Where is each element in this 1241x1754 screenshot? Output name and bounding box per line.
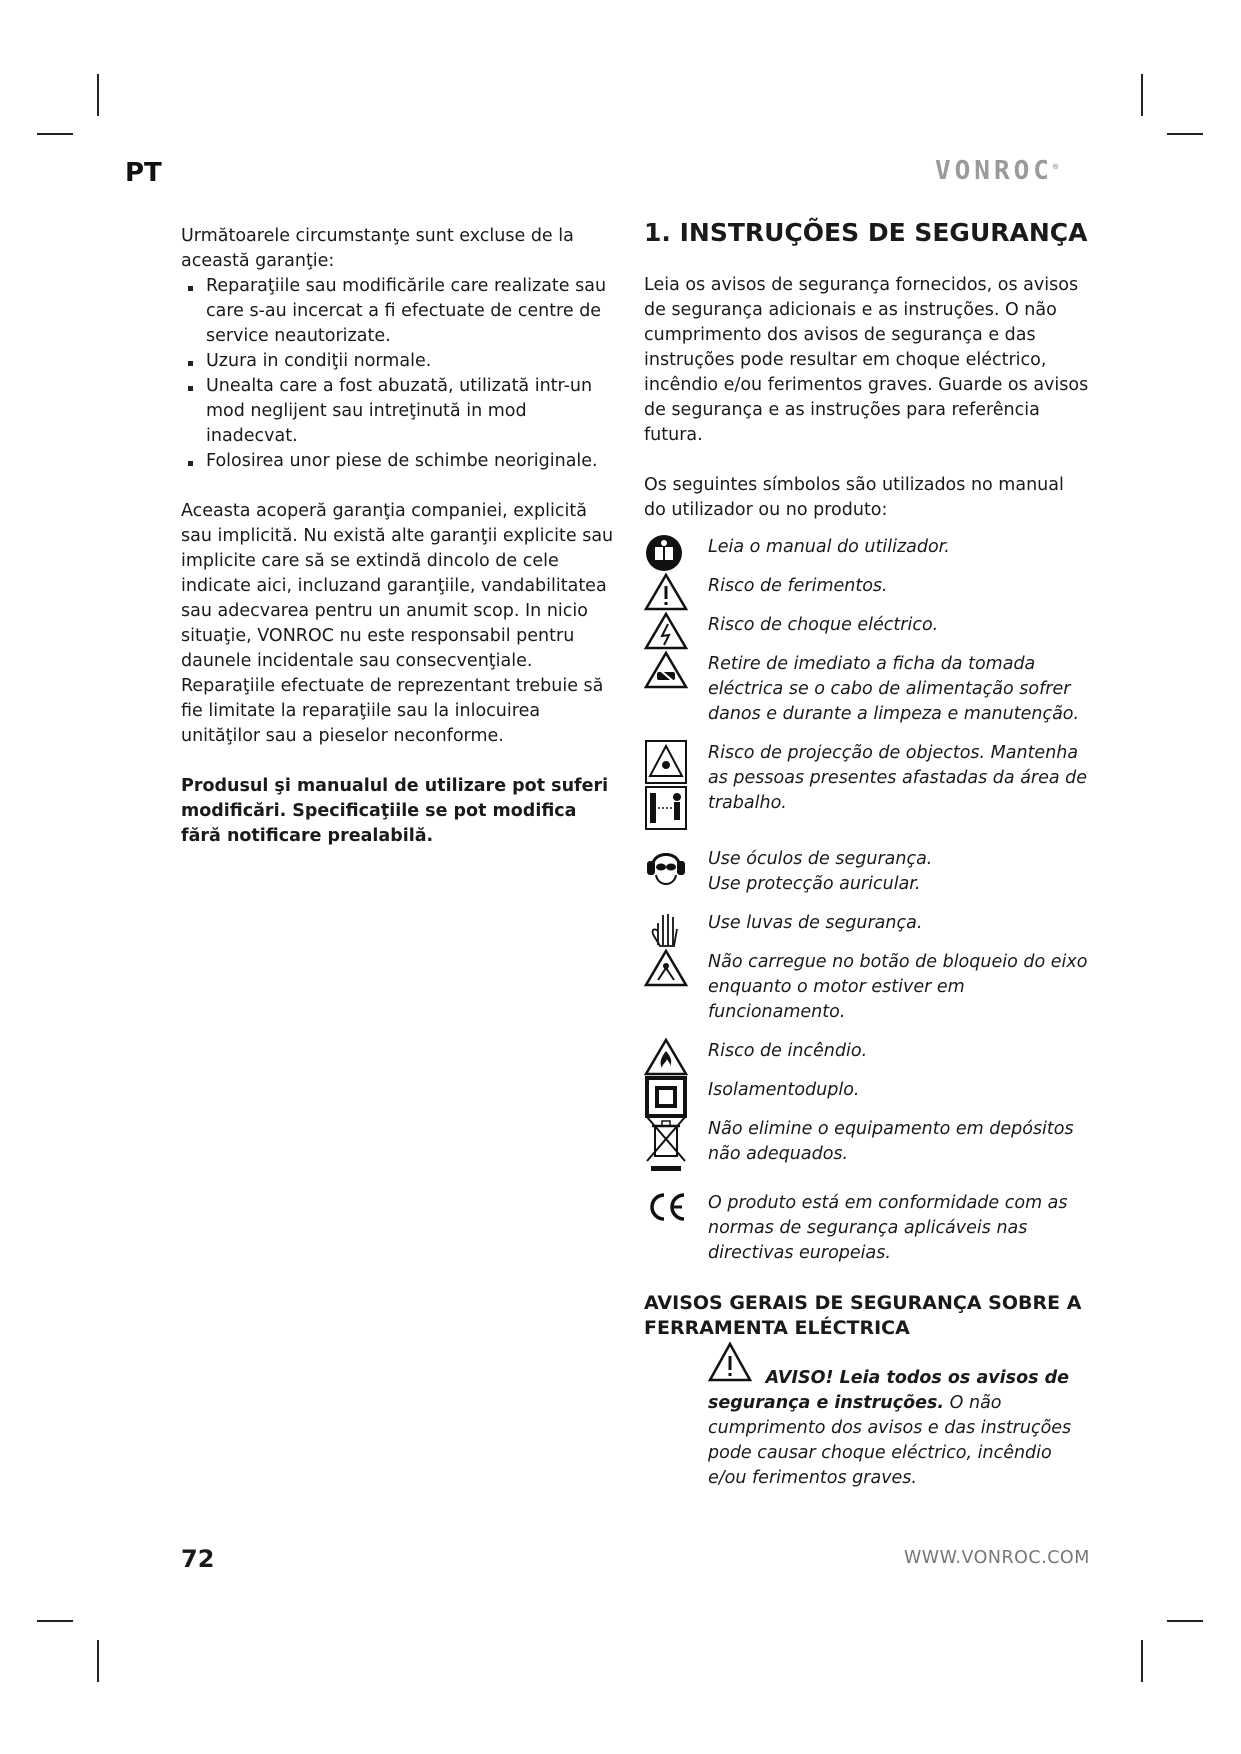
general-warning: AVISO! Leia todos os avisos de segurança e instruções. O não cumprimento dos avisos e das instruções pode causar choque eléctrico, incêndio e/ou ferimentos graves.: [644, 1341, 1089, 1491]
crop-mark: [37, 133, 73, 135]
list-item: Unealta care a fost abuzată, utilizată intr-un mod neglijent sau intreţinută in mod inadecvat.: [181, 374, 621, 449]
weee-bin-icon: [644, 1115, 688, 1173]
warranty-exclusions-intro: Următoarele circumstanţe sunt excluse de la această garanţie:: [181, 226, 574, 271]
gloves-icon: [644, 909, 688, 949]
symbol-row: O produto está em conformidade com as normas de segurança aplicáveis nas directivas europeias.: [644, 1191, 1089, 1266]
language-code: PT: [125, 158, 162, 188]
flying-objects-icon: [644, 739, 688, 831]
symbol-row: Retire de imediato a ficha da tomada eléctrica se o cabo de alimentação sofrer danos e durante a limpeza e manutenção.: [644, 652, 1089, 727]
crop-mark: [37, 1620, 73, 1622]
injury-warning-icon: [644, 572, 688, 612]
crop-mark: [97, 74, 99, 116]
crop-mark: [1141, 74, 1143, 116]
symbol-row: Risco de incêndio.: [644, 1039, 1089, 1064]
page-number: 72: [181, 1545, 215, 1573]
section-title: 1. INSTRUÇÕES DE SEGURANÇA: [644, 218, 1088, 247]
spindle-lock-warning-icon: [644, 948, 688, 988]
symbol-row: Não carregue no botão de bloqueio do eixo enquanto o motor estiver em funcionamento.: [644, 950, 1089, 1025]
list-item: Uzura in condiţii normale.: [181, 349, 621, 374]
symbol-row: Risco de projecção de objectos. Mantenha as pessoas presentes afastadas da área de trabalho.: [644, 741, 1089, 833]
list-item: Reparaţiile sau modificările care realizate sau care s-au incercat a fi efectuate de centre de service neautorizate.: [181, 274, 621, 349]
symbol-row: Não elimine o equipamento em depósitos não adequados.: [644, 1117, 1089, 1167]
goggles-earmuffs-icon: [644, 845, 688, 891]
left-column: [181, 224, 621, 849]
general-warnings-heading: AVISOS GERAIS DE SEGURANÇA SOBRE A FERRAMENTA ELÉCTRICA: [644, 1292, 1082, 1339]
warning-icon: [708, 1368, 758, 1388]
symbol-row: Isolamentoduplo.: [644, 1078, 1089, 1103]
safety-intro: Leia os avisos de segurança fornecidos, os avisos de segurança adicionais e as instruções. O não cumprimento dos avisos de segurança e das instruções pode resultar em choque eléctrico, incêndio e/ou ferimentos graves. Guarde os avisos de segurança e as instruções para referência futura.: [644, 275, 1089, 445]
read-manual-icon: [644, 533, 688, 573]
ce-mark-icon: [644, 1189, 688, 1225]
crop-mark: [1141, 1640, 1143, 1682]
symbol-row: Risco de choque eléctrico.: [644, 613, 1089, 638]
unplug-warning-icon: [644, 650, 688, 690]
brand-logo: VONROC®: [935, 156, 1059, 186]
fire-warning-icon: [644, 1037, 688, 1077]
symbols-intro: Os seguintes símbolos são utilizados no manual do utilizador ou no produto:: [644, 475, 1064, 520]
warranty-paragraph: Aceasta acoperă garanţia companiei, explicită sau implicită. Nu există alte garanţii explicite sau implicite care să se extindă dincolo de cele indicate aici, incluzand garanţiile, vandabilitatea sau adecvarea pentru un anumit scop. In nicio situaţie, VONROC nu este responsabil pentru daunele incidentale sau consecvenţiale. Reparaţiile efectuate de reprezentant trebuie să fie limitate la reparaţiile sau la inlocuirea unităţilor sau a pieselor neconforme.: [181, 501, 614, 746]
electric-shock-icon: [644, 611, 688, 651]
symbol-row: Risco de ferimentos.: [644, 574, 1089, 599]
exclusions-list: [181, 274, 621, 474]
modification-notice: Produsul şi manualul de utilizare pot suferi modificări. Specificaţiile se pot modifica fără notificare prealabilă.: [181, 776, 609, 846]
crop-mark: [1167, 1620, 1203, 1622]
double-insulation-icon: [644, 1076, 688, 1118]
crop-mark: [1167, 133, 1203, 135]
list-item: Folosirea unor piese de schimbe neoriginale.: [181, 449, 621, 474]
symbol-row: Leia o manual do utilizador.: [644, 535, 1089, 560]
website-url: WWW.VONROC.COM: [904, 1548, 1090, 1568]
right-column: [644, 218, 1089, 1491]
crop-mark: [97, 1640, 99, 1682]
symbol-row: Use luvas de segurança.: [644, 911, 1089, 936]
symbol-row: Use óculos de segurança. Use protecção auricular.: [644, 847, 1089, 897]
